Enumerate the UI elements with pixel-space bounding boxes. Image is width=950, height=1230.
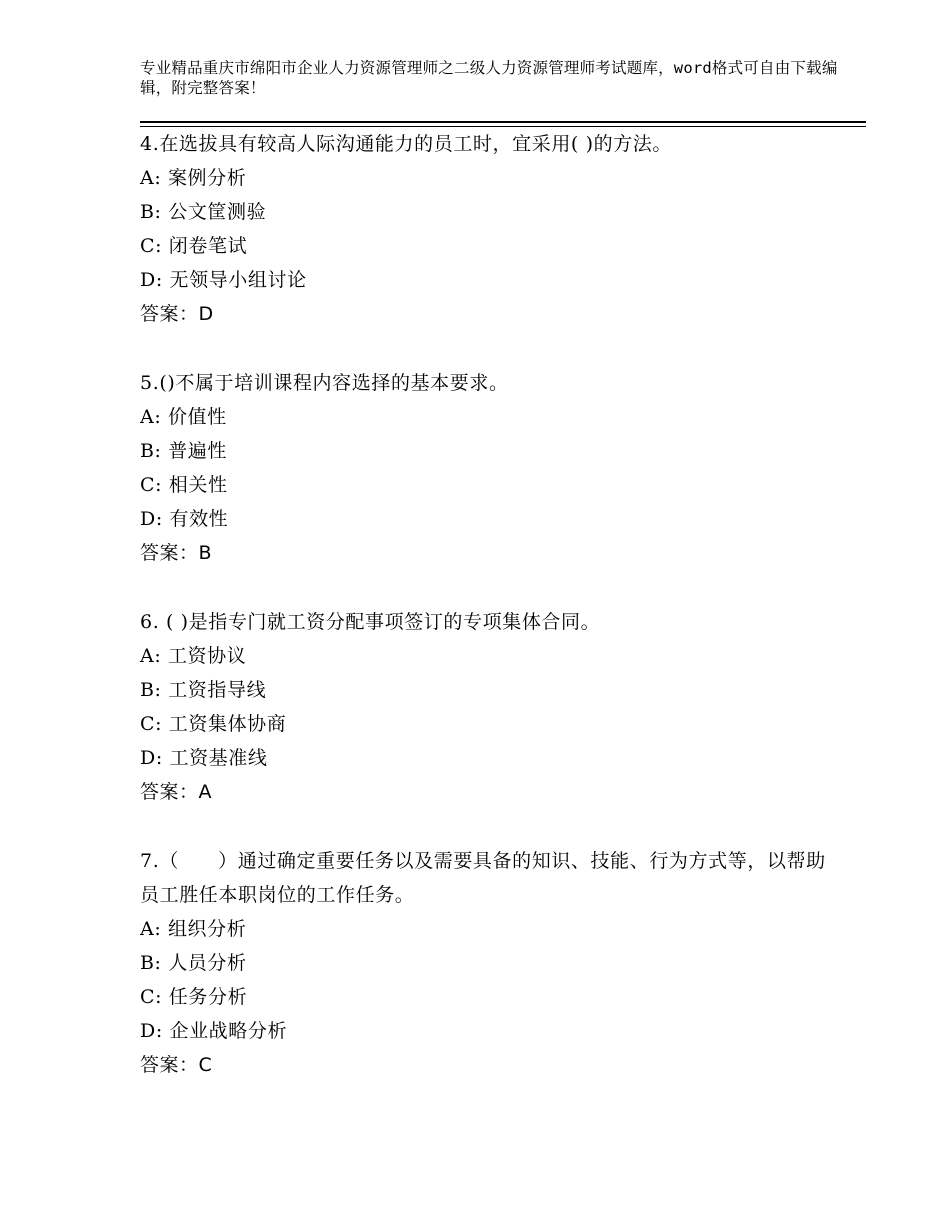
option-c: C: 工资集体协商: [140, 713, 287, 735]
document-header: 专业精品重庆市绵阳市企业人力资源管理师之二级人力资源管理师考试题库，word格式可自由下载编辑，附完整答案！: [140, 59, 838, 97]
option-b: B: 工资指导线: [140, 679, 267, 701]
option-d: D: 企业战略分析: [140, 1020, 288, 1042]
option-a: A: 工资协议: [140, 645, 247, 667]
option-a: A: 价值性: [140, 406, 227, 428]
question-list: [140, 127, 840, 1082]
question-7: [140, 844, 840, 1082]
answer-line: 答案：B: [140, 542, 213, 564]
option-b: B: 人员分析: [140, 952, 247, 974]
question-5: [140, 366, 840, 570]
option-c: C: 相关性: [140, 474, 228, 496]
question-4: [140, 127, 840, 331]
answer-line: 答案：A: [140, 781, 212, 803]
option-b: B: 公文筐测验: [140, 201, 267, 223]
option-d: D: 有效性: [140, 508, 229, 530]
option-a: A: 案例分析: [140, 167, 247, 189]
question-stem: 7.（ ）通过确定重要任务以及需要具备的知识、技能、行为方式等，以帮助员工胜任本职岗位的工作任务。: [140, 850, 826, 906]
question-spacer: [140, 809, 840, 844]
question-spacer: [140, 331, 840, 366]
question-stem: 6. ( )是指专门就工资分配事项签订的专项集体合同。: [140, 611, 601, 633]
question-spacer: [140, 570, 840, 605]
question-6: [140, 605, 840, 809]
option-c: C: 闭卷笔试: [140, 235, 248, 257]
answer-line: 答案：D: [140, 303, 214, 325]
header-divider-thick: [140, 121, 866, 123]
question-stem: 4.在选拔具有较高人际沟通能力的员工时，宜采用( )的方法。: [140, 133, 672, 155]
option-c: C: 任务分析: [140, 986, 248, 1008]
option-b: B: 普遍性: [140, 440, 228, 462]
option-a: A: 组织分析: [140, 918, 247, 940]
answer-line: 答案：C: [140, 1054, 213, 1076]
option-d: D: 无领导小组讨论: [140, 269, 307, 291]
option-d: D: 工资基准线: [140, 747, 268, 769]
question-stem: 5.()不属于培训课程内容选择的基本要求。: [140, 372, 509, 394]
